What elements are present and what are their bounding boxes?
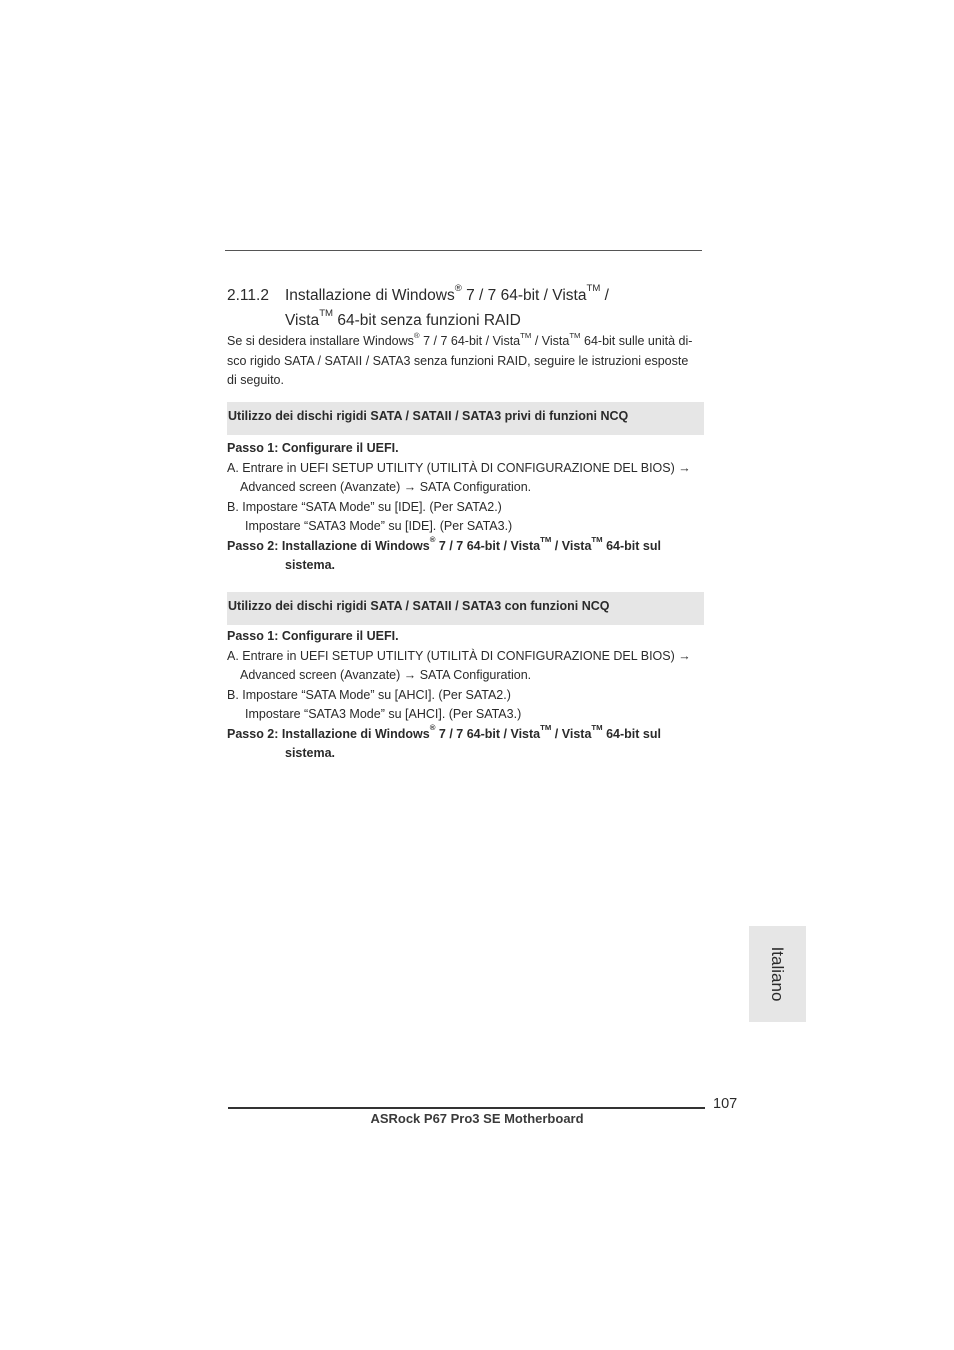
intro-paragraph: Se si desidera installare Windows® 7 / 7 64-bit / Vista™ / Vista™ 64-bit sulle unità di- sco rigido SATA / SATAII / SATA3 senza funzioni RAID, seguire le istruzioni esposte di seguito. <box>227 330 693 387</box>
section2-step1: Passo 1: Configurare il UEFI. <box>227 629 399 643</box>
section-number: 2.11.2 <box>227 287 269 304</box>
page-number: 107 <box>713 1096 738 1112</box>
section2-steps: Passo 1: Configurare il UEFI. A. Entrare in UEFI SETUP UTILITY (UTILITÀ DI CONFIGURAZIONE DEL BIOS) → Advanced screen (Avanzate) → SATA Configuration. B. Impostare “SATA Mode” su [AHCI]. (Per SATA2.) Impostare “SATA3 Mode” su [AHCI]. (Per SATA3.) Passo 2: Installazione di Windows® 7 / 7 64-bit / Vista™ / Vista™ 64-bit sul sistema. <box>227 629 691 760</box>
top-rule <box>225 250 702 251</box>
section1-step2: Passo 2: Installazione di Windows® 7 / 7 64-bit / Vista™ / Vista™ 64-bit sul <box>227 535 661 553</box>
section1-title-bar <box>227 402 704 435</box>
bottom-rule <box>228 1107 705 1109</box>
footer-text: ASRock P67 Pro3 SE Motherboard <box>370 1111 584 1126</box>
language-tab <box>749 926 806 1022</box>
section-heading-line2: Vista™ 64-bit senza funzioni RAID <box>285 308 521 329</box>
section1-title: Utilizzo dei dischi rigidi SATA / SATAII / SATA3 privi di funzioni NCQ <box>228 409 629 423</box>
section1-step1: Passo 1: Configurare il UEFI. <box>227 441 399 455</box>
section2-title: Utilizzo dei dischi rigidi SATA / SATAII / SATA3 con funzioni NCQ <box>228 599 610 613</box>
section1-steps: Passo 1: Configurare il UEFI. A. Entrare in UEFI SETUP UTILITY (UTILITÀ DI CONFIGURAZIONE DEL BIOS) → Advanced screen (Avanzate) → SATA Configuration. B. Impostare “SATA Mode” su [IDE]. (Per SATA2.) Impostare “SATA3 Mode” su [IDE]. (Per SATA3.) Passo 2: Installazione di Windows® 7 / 7 64-bit / Vista™ / Vista™ 64-bit sul sistema. <box>227 441 691 572</box>
language-tab-label: Italiano <box>768 946 787 1002</box>
section2-title-bar <box>227 592 704 625</box>
section-heading: 2.11.2 Installazione di Windows® 7 / 7 64-bit / Vista™ / <box>227 283 609 304</box>
section2-step2: Passo 2: Installazione di Windows® 7 / 7 64-bit / Vista™ / Vista™ 64-bit sul <box>227 723 661 741</box>
